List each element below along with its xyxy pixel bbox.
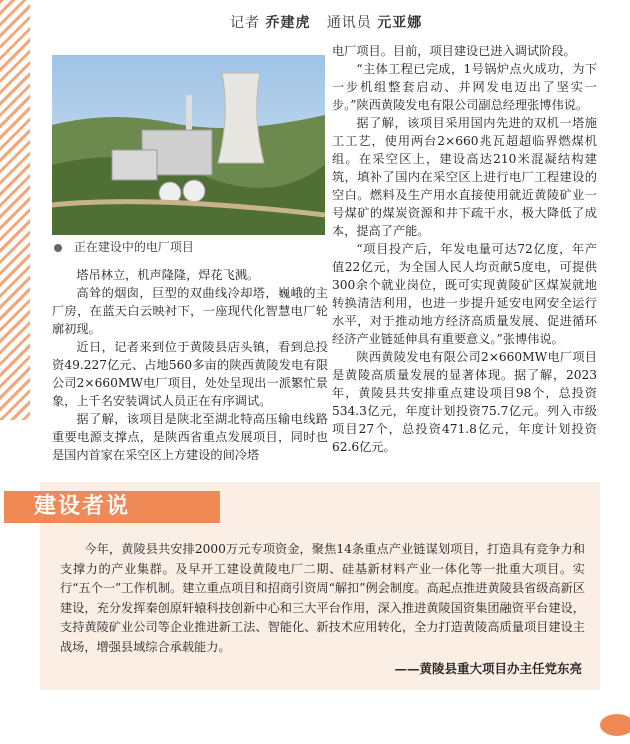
decorative-stripes [0, 0, 30, 420]
builders-signature: ——黄陵县重大项目办主任党东亮 [394, 661, 582, 676]
photo-caption [54, 238, 194, 255]
photo-caption-text: 正在建设中的电厂项目 [73, 240, 194, 254]
left-article-column [52, 266, 328, 464]
reporter-name: 乔建虎 [265, 15, 311, 31]
paragraph: 据了解，该项目是陕北至湖北特高压输电线路重要电源支撑点，是陕西省重点发展项目，同时也是国内首家在采空区上方建设的间冷塔 [52, 412, 328, 462]
correspondent-name: 元亚娜 [377, 15, 423, 31]
paragraph: 据了解，该项目采用国内先进的双机一塔施工工艺，使用两台2×660兆瓦超超临界燃煤机组。在采空区上，建设高达210米混凝结构建筑，填补了国内在采空区上进行电厂工程建设的空白。燃料及生产用水直接使用就近黄陵矿业一号煤矿的煤炭资源和井下疏干水，极大降低了成本，提高了产能。 [332, 116, 597, 238]
paragraph: 陕西黄陵发电有限公司2×660MW电厂项目是黄陵高质量发展的显著体现。据了解，2023年，黄陵县共安排重点建设项目98个，总投资534.3亿元，年度计划投资75.7亿元。列入市级项目27个，总投资471.8亿元，年度计划投资62.6亿元。 [332, 350, 597, 454]
paragraph: “主体工程已完成，1号锅炉点火成功，为下一步机组整套启动、并网发电迈出了坚实一步。”陕西黄陵发电有限公司副总经理张博伟说。 [332, 62, 597, 112]
power-plant-photo [52, 55, 325, 235]
paragraph: 电厂项目。目前，项目建设已进入调试阶段。 [332, 44, 576, 58]
paragraph: 高耸的烟囱，巨型的双曲线冷却塔，巍峨的主厂房，在蓝天白云映衬下，一座现代化智慧电厂轮廓初现。 [52, 286, 328, 336]
builders-paragraph: 今年，黄陵县共安排2000万元专项资金，聚焦14条重点产业链谋划项目，打造具有竞争力和支撑力的产业集群。及早开工建设黄陵电厂二期、硅基新材料产业一体化等一批重大项目。实行“五个一”工作机制。建立重点项目和招商引资周“解扣”例会制度。高起点推进黄陵县省级高新区建设，充分发挥秦创原轩辕科技创新中心和三大平台作用，深入推进黄陵国资集团融资平台建设，支持黄陵矿业公司等企业推进新工法、智能化、新技术应用转化，全力打造黄陵高质量项目建设主战场，增强县域综合承载能力。 [60, 542, 585, 654]
page-marker [600, 714, 630, 736]
bullet-icon [54, 244, 62, 252]
byline [230, 12, 422, 32]
paragraph: “项目投产后，年发电量可达72亿度，年产值22亿元，为全国人民人均贡献5度电，可提供300余个就业岗位，既可实现黄陵矿区煤炭就地转换清洁利用，也进一步提升延安电网安全运行水平，对于推动地方经济高质量发展、促进循环经济产业链延伸具有重要意义。”张博伟说。 [332, 242, 597, 346]
reporter-label: 记者 [230, 15, 260, 31]
right-article-column [332, 42, 597, 456]
correspondent-label: 通讯员 [326, 15, 372, 31]
paragraph: 近日，记者来到位于黄陵县店头镇，看到总投资49.227亿元、占地560多亩的陕西黄陵发电有限公司2×660MW电厂项目，处处呈现出一派繁忙景象，上千名安装调试人员正在有序调试。 [52, 340, 328, 408]
builders-title: 建设者说 [4, 491, 220, 523]
builders-text [60, 540, 585, 657]
paragraph: 塔吊林立，机声隆隆，焊花飞溅。 [76, 268, 260, 282]
